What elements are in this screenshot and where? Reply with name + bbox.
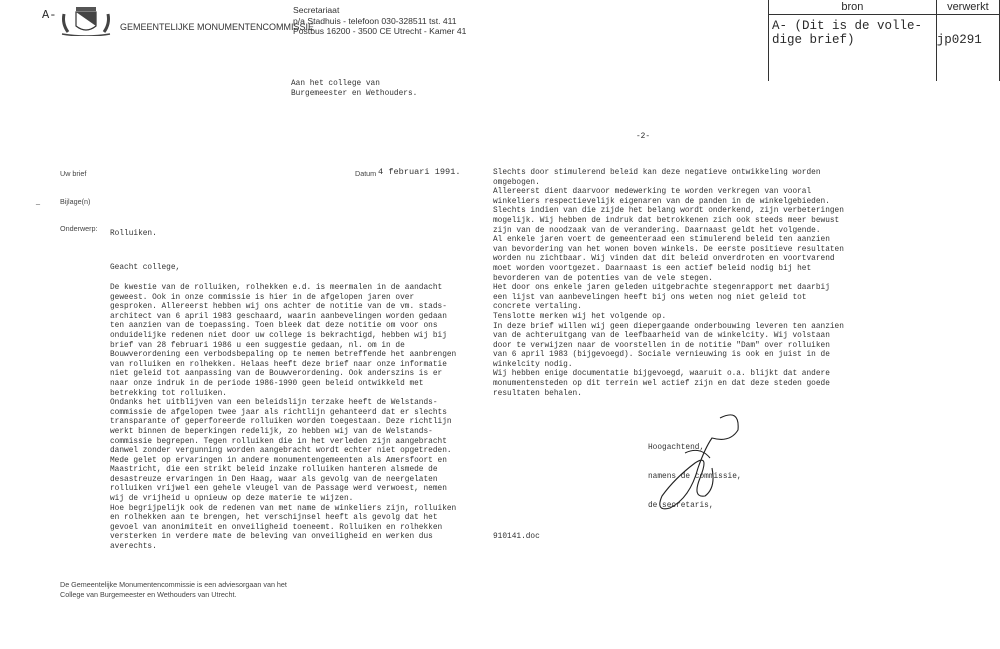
archive-mark: A-	[42, 8, 57, 22]
datum-label: Datum	[355, 169, 377, 178]
bijlagen-label: Bijlage(n)	[60, 197, 91, 206]
recipient: Aan het college van Burgemeester en Wethouders.	[291, 80, 418, 98]
header-bron: bron	[769, 0, 937, 15]
footer-note: De Gemeentelijke Monumentencommissie is een adviesorgaan van het College van Burgemeester en Wethouders van Utrecht.	[60, 580, 287, 599]
handwritten-signature	[650, 408, 750, 518]
left-column-body: De kwestie van de rolluiken, rolhekken e.d. is meermalen in de aandacht geweest. Ook in onze commissie is hier in de afgelopen jaren over gesproken. Allereerst hebben wij ons achter de notitie van de vm. stads- architect van 6 april 1983 geschaard, waarin aanbevelingen worden gedaan ten aanzien van de toepassing. Toen bleek dat deze notitie om voor ons onduidelijke redenen niet door uw college is bekrachtigd, hebben wij bij brief van 28 februari 1986 u een suggestie gedaan, nl. om in de Bouwverordening een verbodsbepaling op te nemen betreffende het aanbrengen van rolluiken en rolhekken. Helaas heeft deze brief naar onze informatie niet geleid tot aanpassing van de Bouwverordening. Ook anderszins is er naar onze indruk in de periode 1986-1990 geen beleid ontwikkeld met betrekking tot rolluiken. Ondanks het uitblijven van een beleidslijn terzake heeft de Welstands- commissie de afgelopen twee jaar als richtlijn gehanteerd dat er slechts transparante of geperforeerde rolluiken worden toegestaan. Deze richtlijn werkt binnen de beperkingen redelijk, zo hebben wij van de Welstands- commissie begrepen. Tegen rolluiken die in het verleden zijn aangebracht danwel zonder vergunning worden aangebracht wordt echter niet opgetreden. Mede gelet op ervaringen in andere monumentengemeenten als Amersfoort en Maastricht, die een strikt beleid inzake rolluiken hanteren alsmede de desastreuze ervaringen in Den Haag, waar als gevolg van de neergelaten rolluiken vrijwel een gehele vleugel van de Passage werd verwoest, nemen wij de vrijheid u opnieuw op deze materie te wijzen. Hoe begrijpelijk ook de redenen van met name de winkeliers zijn, rolluiken en rolhekken aan te brengen, het verschijnsel heeft als gevolg dat het gevoel van anonimiteit en onveiligheid toeneemt. Rolluiken en rolhekken versterken in verdere mate de beleving van onveiligheid en werken dus averechts.	[110, 284, 457, 552]
sender-address: Secretariaat p/a Stadhuis - telefoon 030-328511 tst. 411 Postbus 16200 - 3500 CE Utrecht - Kamer 41	[293, 5, 467, 36]
uw-brief-label: Uw brief	[60, 169, 87, 178]
page-number: -2-	[636, 133, 651, 141]
salutation: Geacht college,	[110, 264, 181, 272]
right-column-body: Slechts door stimulerend beleid kan deze negatieve ontwikkeling worden omgebogen. Allereerst dient daarvoor medewerking te worden verkregen van vooral winkeliers respectievelijk eigenaren van de panden in de winkelgebieden. Slechts indien van die zijde het belang wordt onderkend, zijn verbeteringen mogelijk. Wij hebben de indruk dat betrokkenen zich ook steeds meer bewust zijn van de noodzaak van de verandering. Daarnaast geldt het volgende. Al enkele jaren voert de gemeenteraad een stimulerend beleid ten aanzien van bevordering van het wonen boven winkels. De eerste positieve resultaten worden nu zichtbaar. Wij vinden dat dit beleid onverdroten en voortvarend moet worden voortgezet. Daarnaast is een actief beleid nodig bij het bevorderen van de potenties van de vele stegen. Het door ons enkele jaren geleden uitgebrachte stegenrapport met daarbij een lijst van aanbevelingen heeft bij ons weten nog niet geleid tot concrete vertaling. Tenslotte merken wij het volgende op. In deze brief willen wij geen diepergaande onderbouwing leveren ten aanzien van de achteruitgang van de leefbaarheid van de winkelcity. Wij volstaan door te verwijzen naar de voorstellen in de notitie "Dam" over rolluiken van 6 april 1983 (bijgevoegd). Sociale vernieuwing is ook en juist in de winkelcity nodig. Wij hebben enige documentatie bijgevoegd, waaruit o.a. blijkt dat andere monumentensteden op dit terrein wel actief zijn en dat deze steden goede resultaten behalen.	[493, 169, 844, 398]
onderwerp-label: Onderwerp:	[60, 224, 98, 233]
org-name: GEMEENTELIJKE MONUMENTENCOMMISSIE	[120, 22, 315, 32]
bron-value: A- (Dit is de volle- dige brief)	[769, 15, 937, 82]
file-reference: 910141.doc	[493, 533, 540, 541]
archive-table	[768, 0, 1000, 81]
verwerkt-value: jp0291	[936, 15, 999, 82]
bijlagen-mark: _	[36, 196, 40, 205]
onderwerp-value: Rolluiken.	[110, 230, 157, 238]
city-coat-of-arms-logo	[60, 4, 112, 36]
closing: Hoogachtend, namens de commissie, de secretaris,	[648, 444, 742, 510]
header-verwerkt: verwerkt	[936, 0, 999, 15]
datum-value: 4 februari 1991.	[378, 167, 461, 177]
